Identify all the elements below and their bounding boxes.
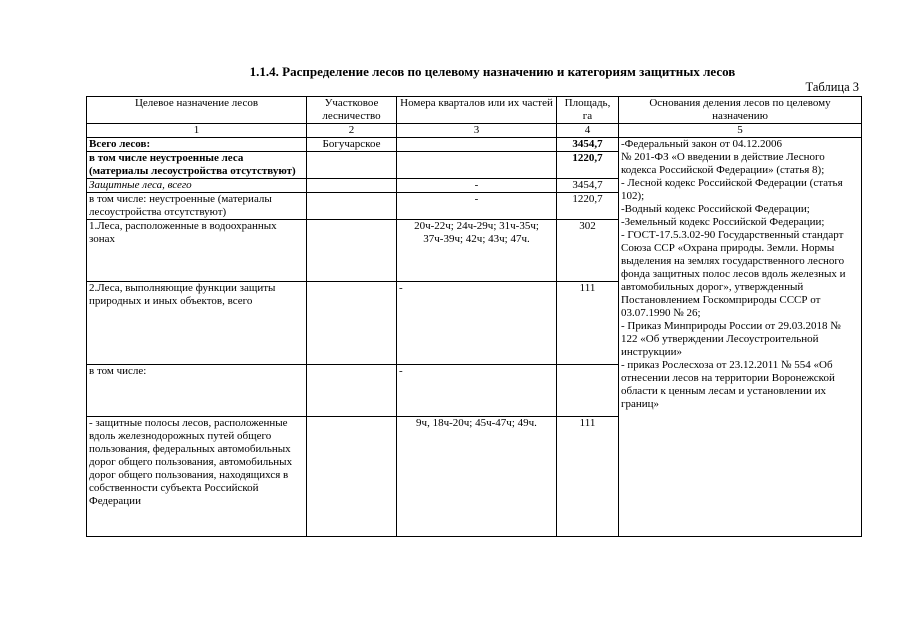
area-cell: 1220,7: [557, 193, 619, 220]
district-cell: [307, 282, 397, 365]
header-area: Площадь, га: [557, 97, 619, 124]
basis-line: - Приказ Минприроды России от 29.03.2018 № 122 «Об утверждении Лесоустроительной инструкции»: [621, 320, 841, 358]
document-title: 1.1.4. Распределение лесов по целевому назначению и категориям защитных лесов: [249, 64, 736, 79]
quarters-cell: 20ч-22ч; 24ч-29ч; 31ч-35ч; 37ч-39ч; 42ч; 43ч; 47ч.: [397, 220, 557, 282]
basis-line: № 201-ФЗ «О введении в действие Лесного кодекса Российской Федерации» (статья 8);: [621, 151, 825, 176]
purpose-cell: в том числе:: [87, 365, 307, 417]
area-cell: 3454,7: [557, 138, 619, 152]
header-quarters: Номера кварталов или их частей: [397, 97, 557, 124]
purpose-cell: в том числе неустроенные леса (материалы лесоустройства отсутствуют): [87, 152, 307, 179]
quarters-cell: [397, 152, 557, 179]
purpose-cell: Защитные леса, всего: [87, 179, 307, 193]
district-cell: [307, 220, 397, 282]
column-number: 1: [87, 124, 307, 138]
quarters-cell: [397, 138, 557, 152]
purpose-cell: 1.Леса, расположенные в водоохранных зонах: [87, 220, 307, 282]
header-number-row: [87, 124, 862, 138]
table-header-row: [87, 97, 862, 124]
purpose-cell: - защитные полосы лесов, расположенные вдоль железнодорожных путей общего пользования, федеральных автомобильных дорог общего пользования, автомобильных дорог общего пользования, находящихся в собственности субъекта Российской Федерации: [87, 417, 307, 537]
district-cell: [307, 417, 397, 537]
header-basis: Основания деления лесов по целевому назначению: [619, 97, 862, 124]
area-cell: 111: [557, 417, 619, 537]
district-cell: [307, 365, 397, 417]
header-district: Участковое лесничество: [307, 97, 397, 124]
column-number: 2: [307, 124, 397, 138]
district-cell: [307, 179, 397, 193]
quarters-cell: -: [397, 193, 557, 220]
basis-cell: [619, 138, 862, 537]
table-label: Таблица 3: [805, 80, 859, 94]
purpose-cell: 2.Леса, выполняющие функции защиты природных и иных объектов, всего: [87, 282, 307, 365]
purpose-cell: в том числе: неустроенные (материалы лесоустройства отсутствуют): [87, 193, 307, 220]
area-cell: 1220,7: [557, 152, 619, 179]
district-cell: [307, 193, 397, 220]
quarters-cell: -: [397, 365, 557, 417]
purpose-cell: Всего лесов:: [87, 138, 307, 152]
basis-line: -Водный кодекс Российской Федерации;: [621, 203, 810, 215]
column-number: 3: [397, 124, 557, 138]
area-cell: 302: [557, 220, 619, 282]
quarters-cell: -: [397, 179, 557, 193]
basis-line: - приказ Рослесхоза от 23.12.2011 № 554 «Об отнесении лесов на территории Воронежской области к ценным лесам и установлении их границ»: [621, 359, 835, 410]
table-row: [87, 138, 862, 152]
basis-line: -Федеральный закон от 04.12.2006: [621, 138, 783, 150]
basis-line: - ГОСТ-17.5.3.02-90 Государственный стандарт Союза ССР «Охрана природы. Земли. Нормы выделения на землях государственного лесного фонда защитных полос лесов вдоль железных и автомобильных дорог», утвержденный Постановлением Госкомприроды СССР от 03.07.1990 № 26;: [621, 229, 846, 319]
basis-line: - Лесной кодекс Российской Федерации (статья 102);: [621, 177, 843, 202]
quarters-cell: -: [397, 282, 557, 365]
area-cell: [557, 365, 619, 417]
area-cell: 3454,7: [557, 179, 619, 193]
column-number: 4: [557, 124, 619, 138]
district-cell: Богучарское: [307, 138, 397, 152]
quarters-cell: 9ч, 18ч-20ч; 45ч-47ч; 49ч.: [397, 417, 557, 537]
district-cell: [307, 152, 397, 179]
area-cell: 111: [557, 282, 619, 365]
column-number: 5: [619, 124, 862, 138]
header-purpose: Целевое назначение лесов: [87, 97, 307, 124]
basis-line: -Земельный кодекс Российской Федерации;: [621, 216, 825, 228]
forest-distribution-table: [86, 96, 862, 537]
